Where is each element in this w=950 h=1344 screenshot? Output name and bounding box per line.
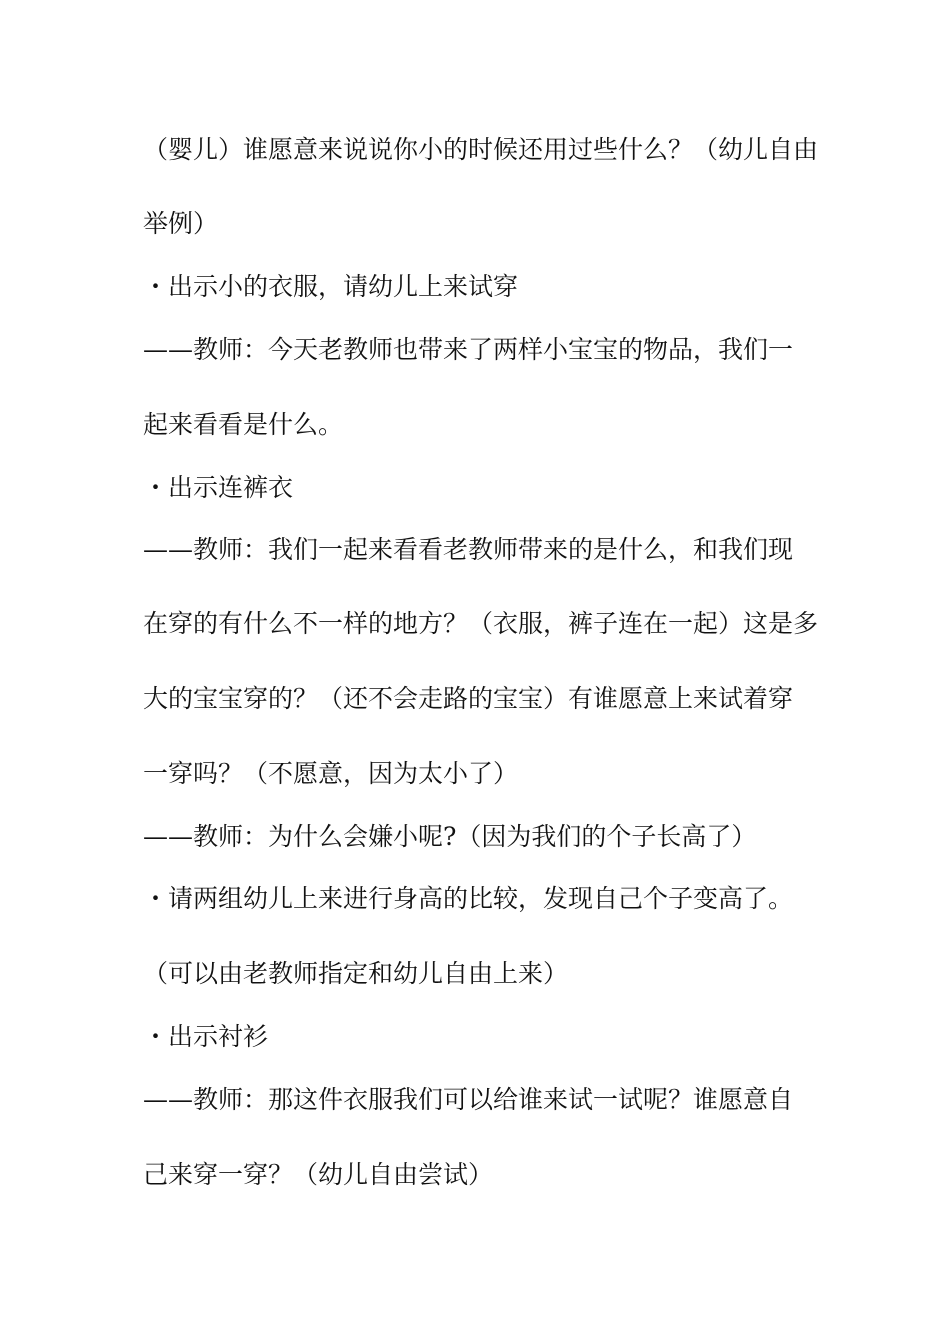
bullet-line: ・请两组幼儿上来进行身高的比较，发现自己个子变高了。: [143, 884, 794, 913]
teacher-dialogue-line: ——教师：为什么会嫌小呢?（因为我们的个子长高了）: [143, 822, 757, 851]
teacher-dialogue-line: ——教师：今天老教师也带来了两样小宝宝的物品，我们一: [143, 335, 794, 364]
teacher-dialogue-line: ——教师：那这件衣服我们可以给谁来试一试呢？谁愿意自: [143, 1085, 794, 1114]
text-line: 举例）: [143, 209, 219, 238]
text-line: 起来看看是什么。: [143, 410, 344, 439]
text-line: 一穿吗？（不愿意，因为太小了）: [143, 759, 519, 788]
teacher-dialogue-line: ——教师：我们一起来看看老教师带来的是什么，和我们现: [143, 535, 794, 564]
bullet-line: ・出示连裤衣: [143, 473, 294, 502]
text-line: 己来穿一穿？（幼儿自由尝试）: [143, 1160, 494, 1189]
bullet-line: ・出示衬衫: [143, 1022, 269, 1051]
bullet-line: ・出示小的衣服，请幼儿上来试穿: [143, 272, 519, 301]
text-line: 在穿的有什么不一样的地方？（衣服，裤子连在一起）这是多: [143, 609, 819, 638]
text-line: （可以由老教师指定和幼儿自由上来）: [143, 959, 569, 988]
text-line: （婴儿）谁愿意来说说你小的时候还用过些什么？（幼儿自由: [143, 135, 819, 164]
text-line: 大的宝宝穿的？（还不会走路的宝宝）有谁愿意上来试着穿: [143, 684, 794, 713]
